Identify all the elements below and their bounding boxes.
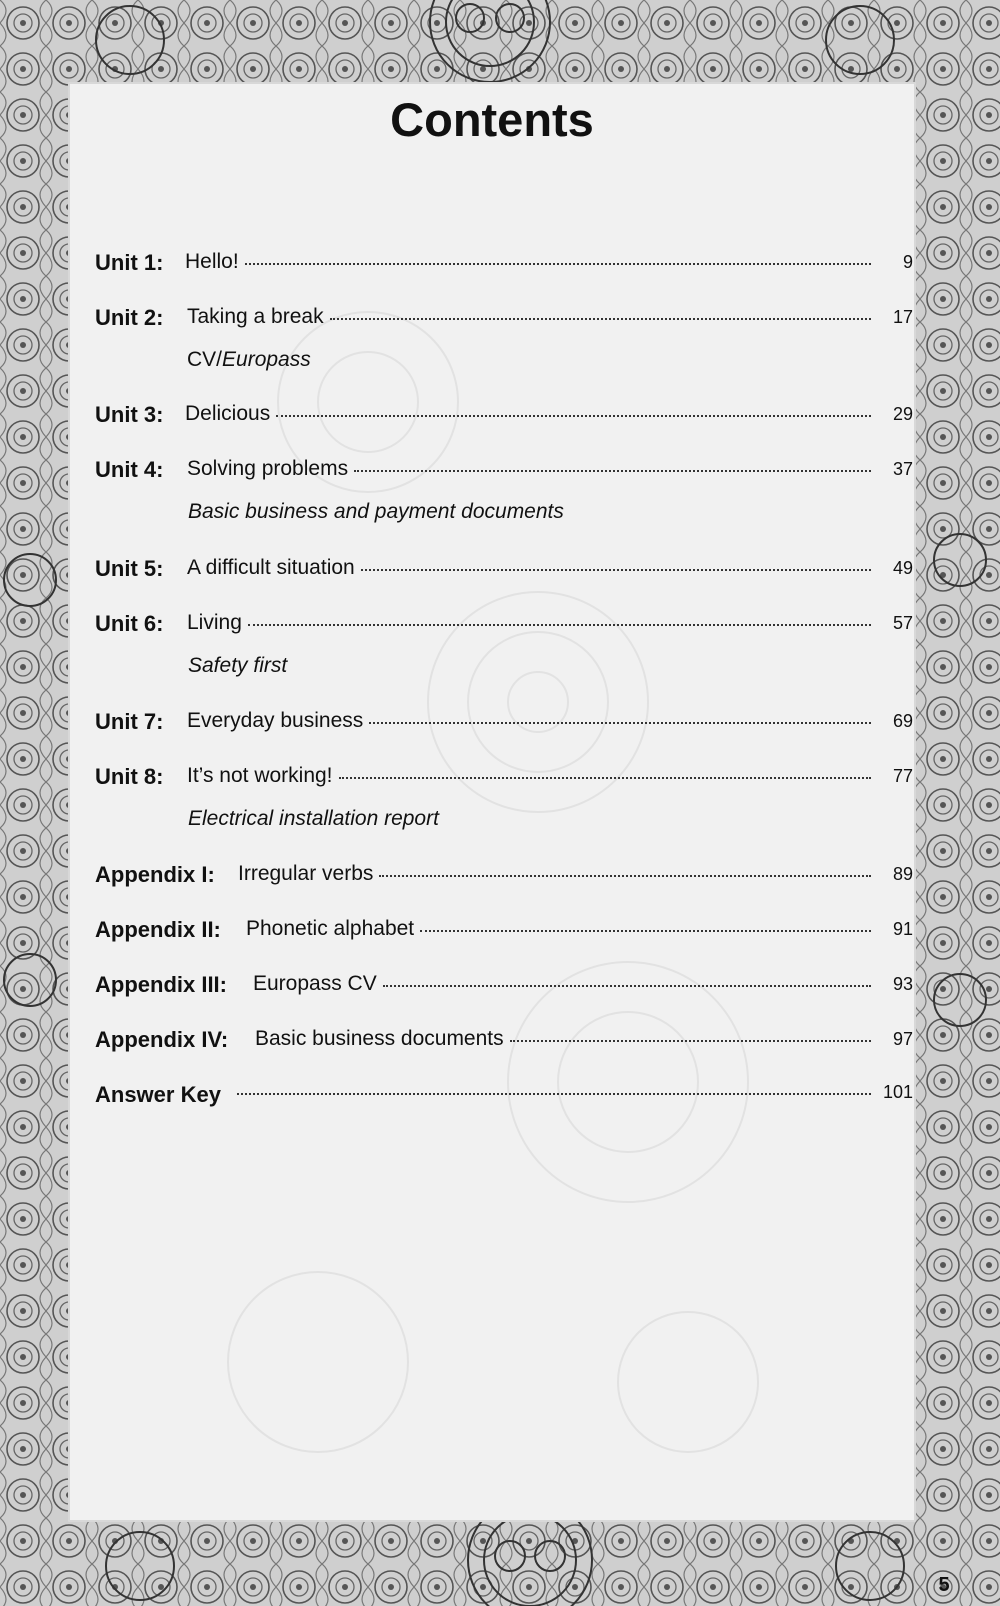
leader-dots <box>354 470 871 472</box>
entry-label: Unit 7: <box>95 709 164 734</box>
entry-title: Basic business documents <box>255 1027 504 1050</box>
toc-entry-appendix-3 <box>95 972 913 1016</box>
page-number: 5 <box>938 1574 950 1596</box>
entry-label: Appendix III: <box>95 972 227 997</box>
entry-title: A difficult situation <box>187 556 355 579</box>
entry-page: 17 <box>892 307 913 327</box>
leader-dots <box>276 415 871 417</box>
entry-label: Appendix I: <box>95 862 215 887</box>
entry-page: 57 <box>892 613 913 633</box>
toc-entry-unit-5 <box>95 556 913 600</box>
entry-label: Appendix II: <box>95 917 221 942</box>
entry-title: Hello! <box>185 250 239 273</box>
entry-page: 29 <box>892 404 913 424</box>
entry-title: It’s not working! <box>187 764 333 787</box>
leader-dots <box>369 722 871 724</box>
leader-dots <box>248 624 871 626</box>
toc-entry-appendix-1 <box>95 862 913 906</box>
toc-entry-appendix-4 <box>95 1027 913 1071</box>
entry-label: Unit 3: <box>95 402 164 427</box>
toc-entry-unit-2 <box>95 305 913 349</box>
toc-entry-unit-4 <box>95 457 913 501</box>
entry-page: 49 <box>892 558 913 578</box>
entry-title: Solving problems <box>187 457 349 480</box>
entry-subtitle <box>187 348 311 372</box>
leader-dots <box>510 1040 871 1042</box>
entry-label: Unit 1: <box>95 250 164 275</box>
entry-page: 77 <box>892 766 913 786</box>
entry-page: 91 <box>892 919 913 939</box>
toc-entry-answer-key <box>95 1082 913 1126</box>
entry-subtitle: Basic business and payment documents <box>188 500 564 523</box>
contents-panel <box>68 82 916 1522</box>
leader-dots <box>379 875 871 877</box>
toc-entry-unit-1 <box>95 250 913 294</box>
entry-label: Unit 2: <box>95 305 164 330</box>
toc-entry-unit-7 <box>95 709 913 753</box>
leader-dots <box>361 569 871 571</box>
toc-entry-appendix-2 <box>95 917 913 961</box>
entry-title: Everyday business <box>187 709 364 732</box>
subtitle-italic: Europass <box>222 348 311 371</box>
entry-label: Unit 4: <box>95 457 164 482</box>
entry-title: Irregular verbs <box>238 862 374 885</box>
leader-dots <box>330 318 871 320</box>
leader-dots <box>237 1093 871 1095</box>
entry-page: 9 <box>902 252 913 272</box>
entry-page: 97 <box>892 1029 913 1049</box>
leader-dots <box>383 985 871 987</box>
leader-dots <box>339 777 871 779</box>
page-title: Contents <box>390 93 594 146</box>
entry-title: Living <box>187 611 242 634</box>
entry-label: Unit 8: <box>95 764 164 789</box>
entry-subtitle: Safety first <box>188 654 288 677</box>
toc-entry-unit-8 <box>95 764 913 808</box>
entry-label: Appendix IV: <box>95 1027 229 1052</box>
entry-title: Delicious <box>185 402 271 425</box>
leader-dots <box>245 263 871 265</box>
entry-page: 37 <box>892 459 913 479</box>
leader-dots <box>420 930 871 932</box>
entry-subtitle: Electrical installation report <box>188 807 439 830</box>
entry-label: Unit 5: <box>95 556 164 581</box>
entry-page: 89 <box>892 864 913 884</box>
toc-entry-unit-6 <box>95 611 913 655</box>
entry-page: 69 <box>892 711 913 731</box>
subtitle-plain: CV/ <box>187 348 223 371</box>
entry-title: Europass CV <box>253 972 377 995</box>
entry-page: 101 <box>882 1082 913 1102</box>
entry-label: Unit 6: <box>95 611 164 636</box>
entry-page: 93 <box>892 974 913 994</box>
entry-label: Answer Key <box>95 1082 221 1107</box>
toc-entry-unit-3 <box>95 402 913 446</box>
entry-title: Taking a break <box>187 305 324 328</box>
entry-title: Phonetic alphabet <box>246 917 415 940</box>
